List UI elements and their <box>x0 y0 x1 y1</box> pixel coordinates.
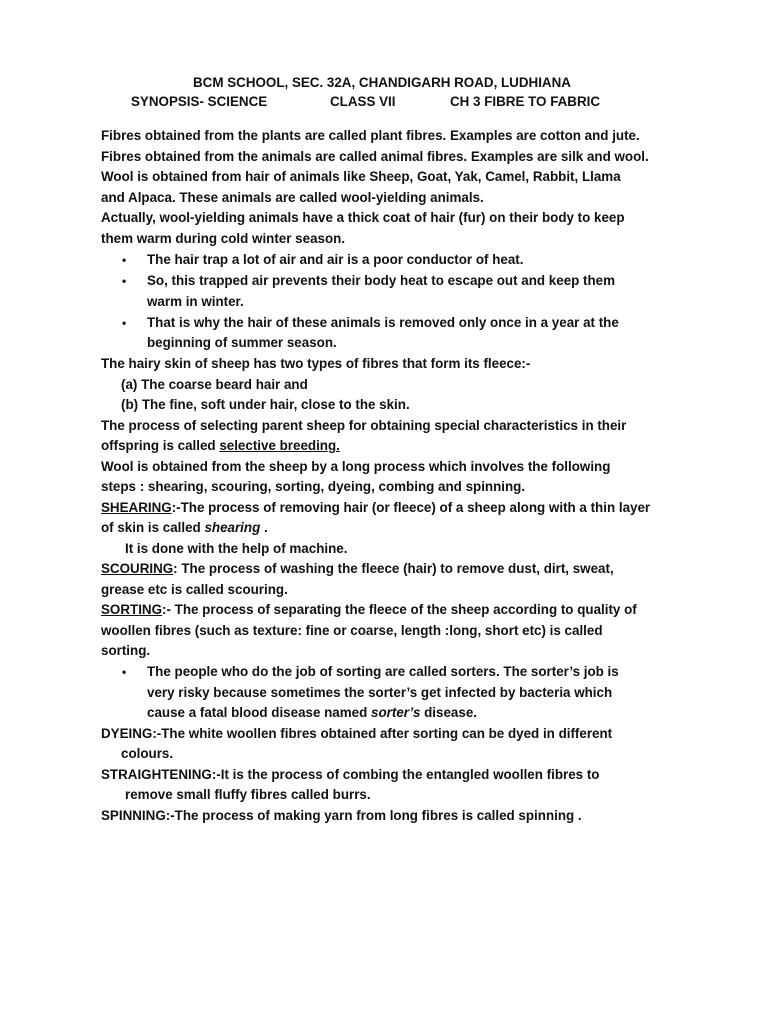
breeding-prefix: offspring is called <box>101 438 220 453</box>
shearing-term: SHEARING <box>101 500 172 515</box>
sorting-line: sorting. <box>101 643 151 658</box>
sorting-line <box>101 602 637 617</box>
shearing-definition: :-The process of removing hair (or fleece) of a sheep along with a thin layer <box>171 500 651 515</box>
scouring-line <box>101 561 614 576</box>
intro-line: Wool is obtained from hair of animals like Sheep, Goat, Yak, Camel, Rabbit, Llama <box>101 169 621 184</box>
scouring-definition: : The process of washing the fleece (hair) to remove dust, dirt, sweat, <box>173 561 614 576</box>
shearing-text: of skin is called <box>101 520 205 535</box>
scouring-term: SCOURING <box>101 561 174 576</box>
intro-line: Actually, wool-yielding animals have a thick coat of hair (fur) on their body to keep <box>101 210 625 225</box>
subject-label: SYNOPSIS- SCIENCE <box>131 94 268 109</box>
intro-line: Fibres obtained from the plants are called plant fibres. Examples are cotton and jute. <box>101 128 640 143</box>
bullet-icon: • <box>122 316 127 330</box>
fleece-intro: The hairy skin of sheep has two types of fibres that form its fleece:- <box>101 356 531 371</box>
sorting-bullet-text: The people who do the job of sorting are called sorters. The sorter’s job is <box>147 664 619 679</box>
sorting-line: woollen fibres (such as texture: fine or coarse, length :long, short etc) is called <box>101 623 603 638</box>
school-name: BCM SCHOOL, SEC. 32A, CHANDIGARH ROAD, LUDHIANA <box>193 75 571 90</box>
sorting-bullet-prefix: cause a fatal blood disease named <box>147 705 372 720</box>
sorters-italic: sorter’s <box>371 705 421 720</box>
chapter-label: CH 3 FIBRE TO FABRIC <box>450 94 601 109</box>
sorting-term: SORTING <box>101 602 163 617</box>
fleece-item-b: (b) The fine, soft under hair, close to the skin. <box>121 397 410 412</box>
dyeing-line: DYEING:-The white woollen fibres obtained after sorting can be dyed in different <box>101 726 613 741</box>
breeding-line: The process of selecting parent sheep for obtaining special characteristics in their <box>101 418 627 433</box>
fleece-item-a: (a) The coarse beard hair and <box>121 377 308 392</box>
sorting-bullet-text: very risky because sometimes the sorter’s get infected by bacteria which <box>147 685 613 700</box>
process-steps-line: steps : shearing, scouring, sorting, dyeing, combing and spinning. <box>101 479 526 494</box>
intro-line: Fibres obtained from the animals are called animal fibres. Examples are silk and wool. <box>101 149 649 164</box>
intro-line: and Alpaca. These animals are called wool-yielding animals. <box>101 190 484 205</box>
dyeing-line: colours. <box>121 746 174 761</box>
bullet-text: That is why the hair of these animals is removed only once in a year at the <box>147 315 619 330</box>
selective-breeding-term: selective breeding. <box>219 438 340 453</box>
shearing-suffix: . <box>260 520 268 535</box>
bullet-icon: • <box>122 665 127 679</box>
bullet-text: The hair trap a lot of air and air is a poor conductor of heat. <box>147 252 524 267</box>
scouring-line: grease etc is called scouring. <box>101 582 288 597</box>
shearing-line <box>101 500 650 515</box>
straightening-line: remove small fluffy fibres called burrs. <box>125 787 371 802</box>
sorting-bullet-text <box>147 705 477 720</box>
intro-line: them warm during cold winter season. <box>101 231 346 246</box>
bullet-text: warm in winter. <box>147 294 244 309</box>
sorting-bullet-suffix: disease. <box>420 705 477 720</box>
class-label: CLASS VII <box>330 94 396 109</box>
shearing-italic: shearing <box>204 520 261 535</box>
spinning-line: SPINNING:-The process of making yarn from long fibres is called spinning . <box>101 808 582 823</box>
process-line: Wool is obtained from the sheep by a long process which involves the following <box>101 459 611 474</box>
straightening-line: STRAIGHTENING:-It is the process of combing the entangled woollen fibres to <box>101 767 600 782</box>
bullet-text: beginning of summer season. <box>147 335 337 350</box>
shearing-note: It is done with the help of machine. <box>125 541 348 556</box>
sorting-definition: :- The process of separating the fleece of the sheep according to quality of <box>162 602 637 617</box>
breeding-line <box>101 438 340 453</box>
bullet-icon: • <box>122 274 127 288</box>
bullet-icon: • <box>122 253 127 267</box>
shearing-line <box>101 520 268 535</box>
bullet-text: So, this trapped air prevents their body heat to escape out and keep them <box>147 273 616 288</box>
